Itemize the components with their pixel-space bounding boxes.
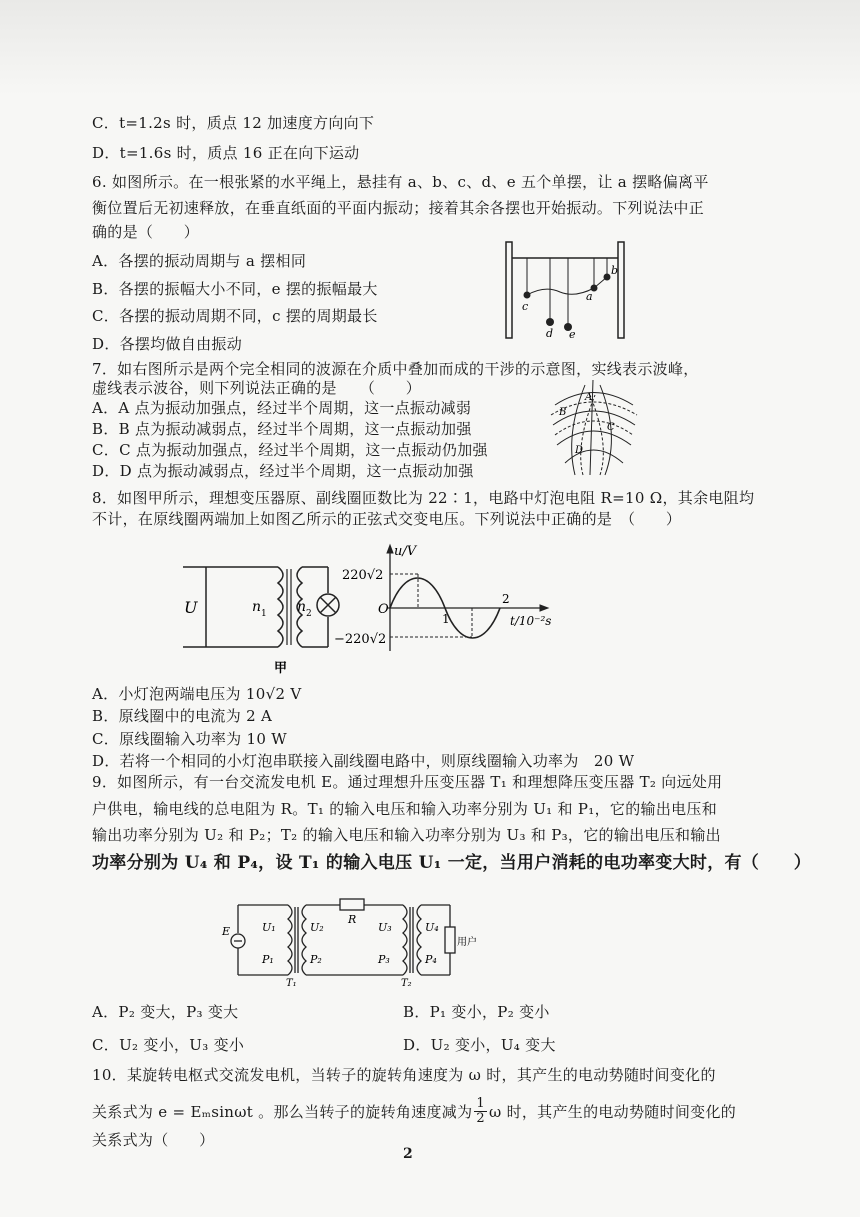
figure-label-p3: P₃ [378, 953, 390, 966]
q8-option-a: A．小灯泡两端电压为 10√2 V [92, 685, 302, 703]
q9-option-c: C．U₂ 变小，U₃ 变小 [92, 1036, 245, 1054]
circuit-label-u: U [184, 598, 198, 617]
pendulum-label-d: d [546, 327, 554, 340]
figure-label-t2: T₂ [401, 978, 412, 988]
scan-shadow [0, 0, 860, 95]
q9-stem-line1: 9．如图所示，有一台交流发电机 E。通过理想升压变压器 T₁ 和理想降压变压器 T₂ 向远处用 [92, 773, 723, 791]
pendulum-label-c: c [522, 300, 529, 313]
fraction-denominator: 2 [476, 1111, 485, 1126]
q10-stem-line2 [92, 1097, 736, 1126]
figure-label-p1: P₁ [262, 953, 274, 966]
circuit-label-n1-sub: 1 [261, 609, 267, 619]
q8-option-d: D．若将一个相同的小灯泡串联接入副线圈电路中，则原线圈输入功率为 20 W [92, 752, 635, 770]
page-number: 2 [403, 1146, 413, 1162]
sine-voltage-graph [330, 543, 565, 658]
pendulum-label-a: a [586, 290, 593, 303]
figure-label-u3: U₃ [378, 921, 392, 934]
interference-label-b: B [559, 407, 567, 418]
circuit-label-n2: n [297, 599, 307, 615]
q6-stem-line3: 确的是（ ） [92, 223, 200, 241]
figure-label-t1: T₁ [286, 978, 297, 988]
q10-stem-line2-part1: 关系式为 e = Eₘsinωt 。那么当转子的旋转角速度减为 [92, 1102, 473, 1121]
figure-label-p2: P₂ [310, 953, 322, 966]
graph-xlabel: t/10⁻²s [510, 614, 552, 628]
q6-option-a: A．各摆的振动周期与 a 摆相同 [92, 252, 307, 270]
q7-option-c: C．C 点为振动加强点，经过半个周期，这一点振动仍加强 [92, 441, 488, 459]
q9-stem-line4: 功率分别为 U₄ 和 P₄，设 T₁ 的输入电压 U₁ 一定，当用户消耗的电功率变大时，有（ ） [92, 853, 811, 873]
q8-option-c: C．原线圈输入功率为 10 W [92, 730, 288, 748]
pendulum-figure [500, 240, 635, 340]
q7-option-b: B．B 点为振动减弱点，经过半个周期，这一点振动加强 [92, 420, 472, 438]
interference-label-c: C [607, 422, 615, 433]
q8-stem-line2: 不计，在原线圈两端加上如图乙所示的正弦式交变电压。下列说法中正确的是 （ ） [92, 510, 682, 528]
q6-stem-line2: 衡位置后无初速释放，在垂直纸面的平面内振动；接着其余各摆也开始振动。下列说法中正 [92, 199, 705, 217]
pendulum-label-e: e [569, 328, 576, 340]
figure-label-e: E [222, 925, 231, 938]
q7-option-d: D．D 点为振动减弱点，经过半个周期，这一点振动加强 [92, 462, 474, 480]
q8-option-b: B．原线圈中的电流为 2 A [92, 707, 273, 725]
figure-label-u1: U₁ [262, 921, 276, 934]
q9-option-d: D．U₂ 变小，U₄ 变大 [403, 1036, 556, 1054]
graph-tick-1: 1 [442, 612, 450, 626]
q10-stem-line3: 关系式为（ ） [92, 1131, 215, 1149]
q5-option-d: D．t=1.6s 时，质点 16 正在向下运动 [92, 144, 360, 162]
q9-option-b: B．P₁ 变小，P₂ 变小 [403, 1003, 550, 1021]
q9-option-a: A．P₂ 变大，P₃ 变大 [92, 1003, 239, 1021]
interference-figure [545, 375, 640, 480]
graph-tick-2: 2 [502, 592, 510, 606]
graph-origin-label: O [378, 602, 389, 617]
circuit-label-n2-sub: 2 [306, 609, 312, 619]
graph-ymax-label: 220√2 [342, 568, 384, 583]
q9-stem-line3: 输出功率分别为 U₂ 和 P₂；T₂ 的输入电压和输入功率分别为 U₃ 和 P₃，它的输出电压和输出 [92, 826, 721, 844]
fraction-one-half [474, 1097, 487, 1126]
figure-label-user: 用户 [457, 937, 477, 948]
fraction-numerator: 1 [476, 1096, 485, 1111]
q5-option-c: C．t=1.2s 时，质点 12 加速度方向向下 [92, 114, 375, 132]
q8-stem-line1: 8．如图甲所示，理想变压器原、副线圈匝数比为 22∶1，电路中灯泡电阻 R=10 Ω，其余电阻均 [92, 489, 755, 507]
pendulum-label-b: b [611, 264, 619, 277]
q6-option-b: B．各摆的振幅大小不同，e 摆的振幅最大 [92, 280, 378, 298]
q7-stem-line2: 虚线表示波谷，则下列说法正确的是 （ ） [92, 379, 422, 397]
graph-ymin-label: −220√2 [334, 632, 387, 647]
q6-option-c: C．各摆的振动周期不同，c 摆的周期最长 [92, 307, 378, 325]
interference-label-d: D [575, 445, 584, 456]
figure-label-u4: U₄ [425, 921, 439, 934]
power-transmission-figure [218, 893, 478, 988]
q7-option-a: A．A 点为振动加强点，经过半个周期，这一点振动减弱 [92, 399, 472, 417]
figure-label-p4: P₄ [425, 953, 437, 966]
interference-label-a: A [585, 392, 593, 403]
circuit-caption: 甲 [274, 661, 288, 675]
figure-label-r: R [348, 913, 357, 926]
graph-ylabel: u/V [394, 544, 417, 559]
q6-option-d: D．各摆均做自由振动 [92, 335, 243, 353]
circuit-label-n1: n [252, 599, 262, 615]
figure-label-u2: U₂ [310, 921, 324, 934]
q9-stem-line2: 户供电，输电线的总电阻为 R。T₁ 的输入电压和输入功率分别为 U₁ 和 P₁，它的输出电压和 [92, 800, 718, 818]
q10-stem-line2-part2: ω 时，其产生的电动势随时间变化的 [488, 1102, 737, 1121]
q10-stem-line1: 10．某旋转电枢式交流发电机，当转子的旋转角速度为 ω 时，其产生的电动势随时间变化的 [92, 1066, 716, 1084]
q6-stem-line1: 6. 如图所示。在一根张紧的水平绳上，悬挂有 a、b、c、d、e 五个单摆，让 a 摆略偏离平 [92, 173, 709, 191]
q7-stem-line1: 7．如右图所示是两个完全相同的波源在介质中叠加而成的干涉的示意图，实线表示波峰， [92, 360, 699, 378]
